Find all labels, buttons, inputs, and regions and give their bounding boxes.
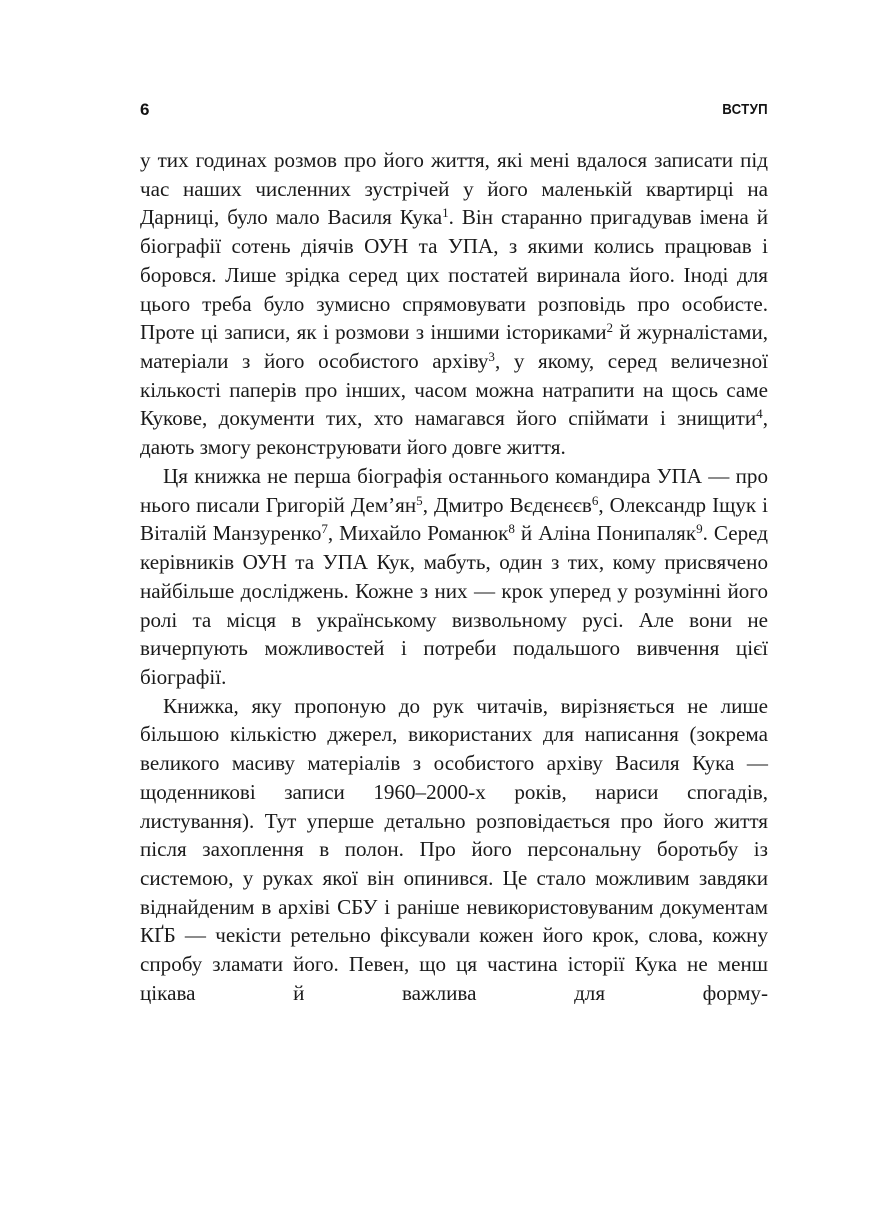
footnote-reference[interactable]: 6 bbox=[591, 492, 599, 508]
paragraph: у тих годинах розмов про його життя, які мені вдалося записати під час наших численних зустрічей у його маленькій квартирці на Дарниці, було мало Василя Кука$^1$. Він старанно пригадував імена й біографії сотень діячів ОУН та УПА, з якими колись працював і боровся. Лише зрідка серед цих постатей виринала його. Іноді для цього треба було зумисно спрямовувати розповідь про особисте. Проте ці записи, як і розмови з іншими істориками$^2$ й журналістами, матеріали з його особистого архіву$^3$, у якому, серед величезної кількості паперів про інших, часом можна натрапити на щось саме Кукове, документи тих, хто намагався його спіймати і знищити$^4$, дають змогу реконструювати його довге життя. bbox=[140, 148, 769, 460]
body-text bbox=[140, 146, 768, 1036]
footnote-reference[interactable]: 5 bbox=[416, 492, 423, 508]
running-head bbox=[140, 97, 768, 121]
footnote-reference[interactable]: 3 bbox=[488, 349, 495, 365]
footnote-reference[interactable]: 7 bbox=[321, 521, 328, 537]
paragraph: Ця книжка не перша біографія останнього командира УПА — про нього писали Григорій $Дем’ян^5$, Дмитро Вєдєнєєв$^6$, Олександр Іщук і Віталій Манзуренко$^7$, Михайло Романюк$^8$ й Аліна Понипаляк$^9$. Серед керівників ОУН та УПА Кук, мабуть, один з тих, кому присвячено найбільше досліджень. Кожне з них — крок уперед у розумінні його ролі та місця в українському визвольному русі. Але вони не вичерпують можливостей і потреби подальшого вивчення цієї біографії. bbox=[140, 463, 768, 689]
section-title: ВСТУП bbox=[722, 100, 768, 118]
footnote-reference[interactable]: 2 bbox=[606, 320, 614, 336]
footnote-reference[interactable]: 8 bbox=[508, 521, 515, 537]
paragraph: Книжка, яку пропоную до рук читачів, вирізняється не лише більшою кількістю джерел, використаних для написання (зокрема великого масиву матеріалів з особистого архіву Василя Кука — щоденникові записи 1960–2000-х років, нариси спогадів, листування). Тут уперше детально розповідається про його життя після захоплення в полон. Про його персональну боротьбу із системою, у руках якої він опинився. Це стало можливим завдяки віднайденим в архіві СБУ і раніше невикористовуваним документам КҐБ — чекісти ретельно фіксували кожен його крок, слова, кожну спробу зламати його. Певен, що ця частина історії Кука не менш цікава й важлива для форму- bbox=[140, 693, 768, 1005]
footnote-reference[interactable]: 4 bbox=[756, 406, 763, 422]
footnote-reference[interactable]: 1 bbox=[442, 205, 449, 221]
footnote-reference[interactable]: 9 bbox=[696, 521, 703, 537]
page-number: 6 bbox=[140, 99, 150, 119]
